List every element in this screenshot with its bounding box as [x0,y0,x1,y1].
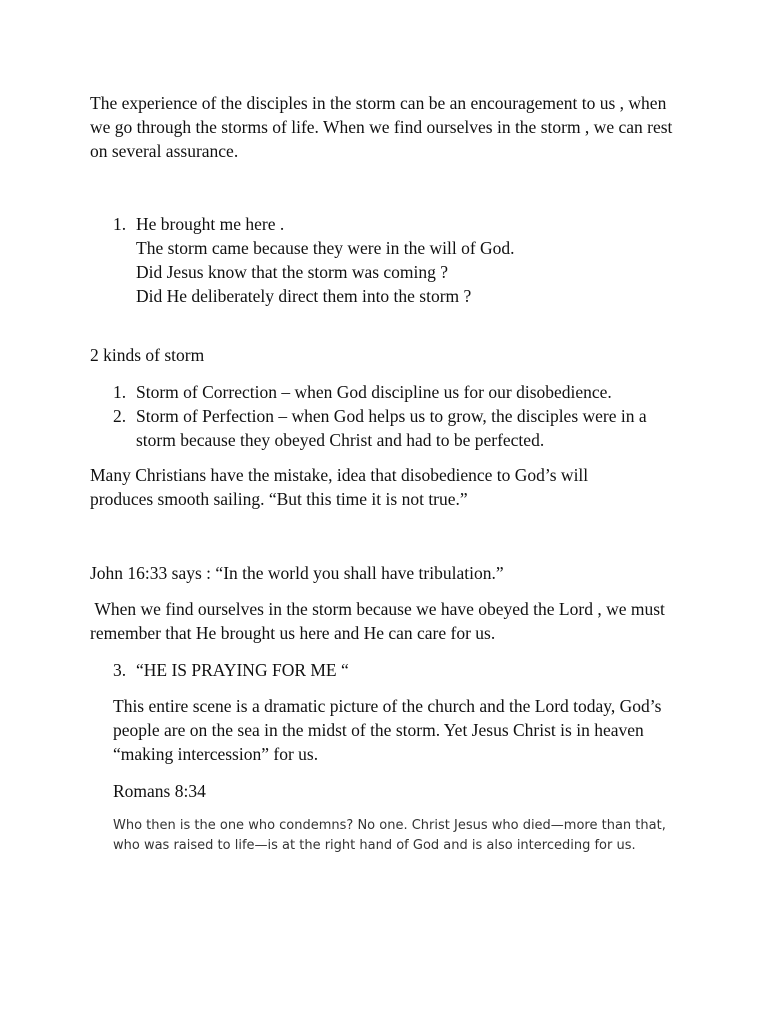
point-1-line-3: Did Jesus know that the storm was coming ? [136,262,449,282]
point-1-line-2: The storm came because they were in the will of God. [136,238,515,258]
romans-reference: Romans 8:34 [113,781,206,801]
romans-verse: Who then is the one who condemns? No one. Christ Jesus who died—more than that, who was raised to life—is at the right hand of God and is also interceding for us. [113,818,666,853]
kinds-heading: 2 kinds of storm [90,345,205,365]
point-3-number: 3. [113,660,127,680]
point-1-number: 1. [113,214,127,234]
point-1-line-1: He brought me here . [136,214,285,234]
kind-item-2-text: Storm of Perfection – when God helps us to grow, the disciples were in a storm because they obeyed Christ and had to be perfected. [136,406,647,450]
kind-item-2-number: 2. [113,406,127,426]
scene-paragraph: This entire scene is a dramatic picture of the church and the Lord today, God’s people are on the sea in the midst of the storm. Yet Jesus Christ is in heaven “making intercession” for us. [113,696,662,764]
point-1-line-4: Did He deliberately direct them into the storm ? [136,286,472,306]
mistake-paragraph: Many Christians have the mistake, idea that disobedience to God’s will produces smooth sailing. “But this time it is not true.” [90,465,589,509]
kind-item-1-number: 1. [113,382,127,402]
intro-paragraph: The experience of the disciples in the storm can be an encouragement to us , when we go through the storms of life. When we find ourselves in the storm , we can rest on several assurance. [90,93,673,161]
point-3-heading: “HE IS PRAYING FOR ME “ [136,660,349,680]
obeyed-paragraph: When we find ourselves in the storm because we have obeyed the Lord , we must remember that He brought us here and He can care for us. [90,599,670,643]
john-quote: John 16:33 says : “In the world you shall have tribulation.” [90,563,504,583]
kind-item-1-text: Storm of Correction – when God discipline us for our disobedience. [136,382,612,402]
